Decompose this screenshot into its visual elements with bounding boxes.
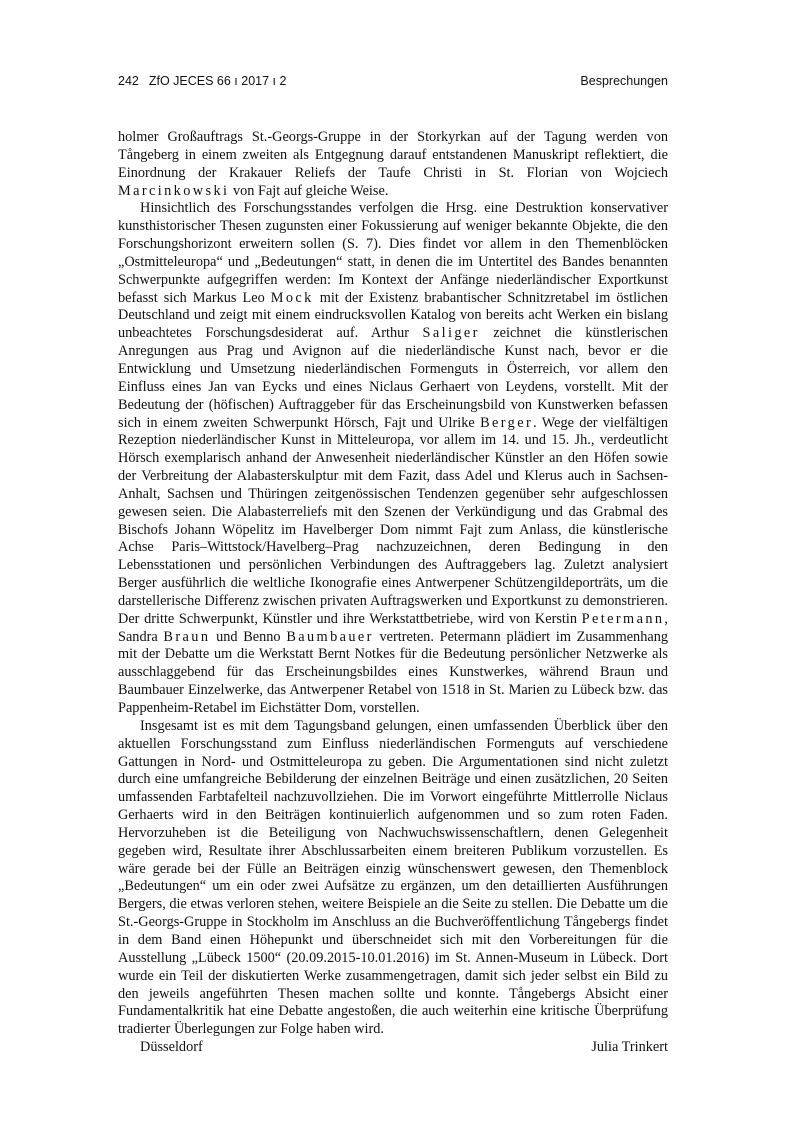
paragraph-1: holmer Großauftrags St.-Georgs-Gruppe in der Storkyrkan auf der Tagung werden von Tångeberg in einem zweiten als Entgegnung darauf entstandenen Manuskript reflektiert, die Einordnung der Krakauer Reliefs der Taufe Christi in St. Florian von Wojciech Marcinkowski von Fajt auf gleiche Weise. <box>118 129 668 199</box>
paragraph-3: Insgesamt ist es mit dem Tagungsband gelungen, einen umfassenden Überblick über den aktuellen Forschungsstand zum Einfluss niederländischen Formenguts auf verschiedene Gattungen in Nord- und Ostmitteleuropa zu geben. Die Argumentationen sind nicht zuletzt durch eine umfangreiche Bebilderung der einzelnen Beiträge und einen zusätzlichen, 20 Seiten umfassenden Farbtafelteil nachzuvollziehen. Die im Vorwort eingeführte Mittlerrolle Niclaus Gerhaerts wird in den Beiträgen kontinuierlich aufgenommen und so zum roten Faden. Hervorzuheben ist die Beteiligung von Nachwuchswissenschaftlern, denen Gelegenheit gegeben wird, Resultate ihrer Abschlussarbeiten einem breiteren Publikum vorzustellen. Es wäre gerade bei der Fülle an Beiträgen einzig wünschenswert gewesen, den Themenblock „Bedeutungen“ um ein oder zwei Aufsätze zu ergänzen, um den detaillierten Ausführungen Bergers, die etwas verloren stehen, weitere Beispiele an die Seite zu stellen. Die Debatte um die St.-Georgs-Gruppe in Stockholm im Anschluss an die Buchveröffentlichung Tångebergs findet in dem Band einen Höhepunkt und überschneidet sich mit den Vorbereitungen für die Ausstellung „Lübeck 1500“ (20.09.2015-10.01.2016) im St. Annen-Museum in Lübeck. Dort wurde ein Teil der diskutierten Werke zusammengetragen, damit sich jeder selbst ein Bild zu den jeweils angeführten Thesen machen sollte und konnte. Tångebergs Absicht einer Fundamentalkritik hat eine Debatte angestoßen, die auch weiterhin eine kritische Überprüfung tradierter Überlegungen zur Folge haben wird. <box>118 717 668 1038</box>
author-name: Mock <box>270 289 314 306</box>
author-name: Braun <box>163 628 211 645</box>
author-name: Berger <box>480 414 534 431</box>
running-header <box>118 74 668 92</box>
author-name: Baumbauer <box>286 628 374 645</box>
header-left <box>118 74 286 88</box>
paragraph-2: Hinsichtlich des Forschungsstandes verfolgen die Hrsg. eine Destruktion konservativer kunsthistorischer Thesen zugunsten einer Fokussierung auf weniger bekannte Objekte, die den Forschungshorizont erweitern sollen (S. 7). Dies findet vor allem in den Themenblöcken „Ostmitteleuropa“ und „Bedeutungen“ statt, in denen die im Untertitel des Bandes benannten Schwerpunkte aufgegriffen werden: Im Kontext der Anfänge niederländischer Exportkunst befasst sich Markus Leo Mock mit der Existenz brabantischer Schnitzretabel im östlichen Deutschland und zeigt mit einem eindrucksvollen Katalog von bereits acht Werken ein bislang unbeachtetes Forschungsdesiderat auf. Arthur Saliger zeichnet die künstlerischen Anregungen aus Prag und Avignon auf die niederländische Kunst nach, bevor er die Entwicklung und Umsetzung niederländischen Formenguts in Österreich, vor allem den Einfluss eines Jan van Eycks und eines Niclaus Gerhaert von Leydens, vorstellt. Mit der Bedeutung der (höfischen) Auftraggeber für das Erscheinungsbild von Kunstwerken befassen sich in einem zweiten Schwerpunkt Hörsch, Fajt und Ulrike Berger. Wege der vielfältigen Rezeption niederländischer Kunst in Mitteleuropa, vor allem im 14. und 15. Jh., verdeutlicht Hörsch exemplarisch anhand der Anwesenheit niederländischer Künstler an den Höfen sowie der Verbreitung der Alabasterskulptur mit dem Fazit, dass Adel und Klerus auch in Sachsen-Anhalt, Sachsen und Thüringen zeitgenössischen Tendenzen gegenüber sehr aufgeschlossen gewesen seien. Die Alabasterreliefs mit den Szenen der Verkündigung und das Grabmal des Bischofs Johann Wöpelitz im Havelberger Dom nimmt Fajt zum Anlass, die künstlerische Achse Paris–Wittstock/Havelberg–Prag nachzuzeichnen, deren Bedingung in den Lebensstationen und persönlichen Verbindungen des Auftraggebers lag. Zuletzt analysiert Berger ausführlich die weltliche Ikonografie eines Antwerpener Schützengildeporträts, um die darstellerische Differenz zwischen privaten Auftragswerken und Exportkunst zu demonstrieren. Der dritte Schwerpunkt, Künstler und ihre Werkstattbetriebe, wird von Kerstin Petermann, Sandra Braun und Benno Baumbauer vertreten. Petermann plädiert im Zusammenhang mit der Debatte um die Werkstatt Bernt Notkes für die Bedeutung persönlicher Netzwerke als ausschlaggebend für das Erscheinungsbildes eines Kunstwerkes, während Braun und Baumbauer Einzelwerke, das Antwerpener Retabel von 1518 in St. Marien zu Lübeck bzw. das Pappenheim-Retabel im Eichstätter Dom, vorstellen. <box>118 200 668 716</box>
author-name: Saliger <box>422 325 480 342</box>
section-title: Besprechungen <box>580 74 668 88</box>
author-name: Marcinkowski <box>118 182 230 199</box>
journal-title: ZfO JECES 66 ı 2017 ı 2 <box>148 74 287 88</box>
page-number: 242 <box>118 74 139 88</box>
article-body <box>118 129 668 1057</box>
signature-place: Düsseldorf <box>140 1039 203 1056</box>
signature-line <box>118 1039 668 1057</box>
author-name: Petermann <box>581 610 665 627</box>
signature-author: Julia Trinkert <box>591 1039 668 1056</box>
